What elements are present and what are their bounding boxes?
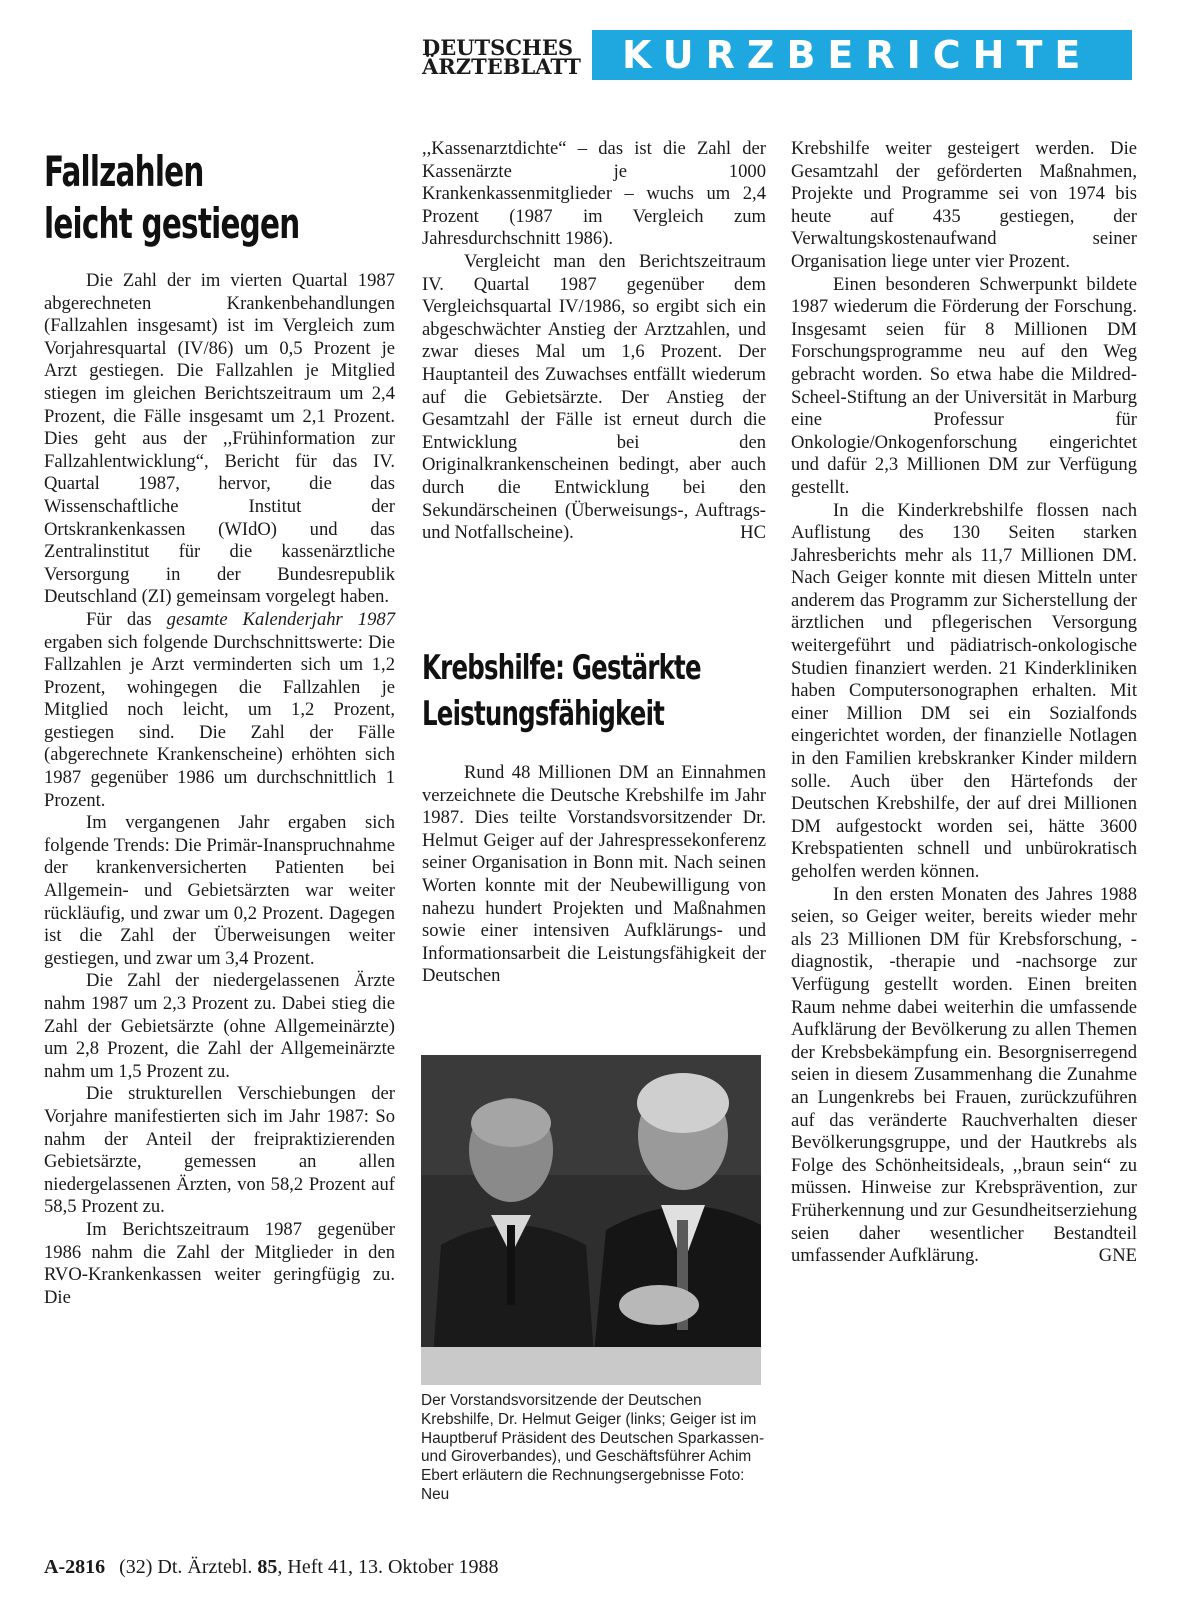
article-1-paragraph: ,,Kassenarztdichte“ – das ist die Zahl der Kassenärzte je 1000 Krankenkassenmitglieder – wuchs um 2,4 Prozent (1987 im Vergleich zum Jahresdurchschnitt 1986). — [422, 138, 766, 250]
headline-line-1: Krebshilfe: Gestärkte — [422, 648, 701, 688]
article-1-paragraph: Im vergangenen Jahr ergaben sich folgende Trends: Die Primär-Inanspruchnahme der krankenversicherten Patienten bei Allgemein- und Gebietsärzten war weiter rückläufig, und zwar um 0,2 Prozent. Dagegen ist die Zahl der Überweisungen weiter gestiegen, und zwar um 3,4 Prozent. — [44, 812, 395, 969]
article-2-paragraph: Einen besonderen Schwerpunkt bildete 1987 wiederum die Förderung der Forschung. Insgesamt seien für 8 Millionen DM Forschungsprogramme neu auf den Weg gebracht worden. So etwa habe die Mildred-Scheel-Stiftung an der Universität in Marburg eine Professur für Onkologie/Onkogenforschung eingerichtet und dafür 2,3 Millionen DM zur Verfügung gestellt. — [791, 273, 1137, 498]
press-photo — [421, 1055, 761, 1385]
text-run: ergaben sich folgende Durchschnittswerte: Die Fallzahlen je Arzt verminderten sich um 1,2 Prozent, wohingegen die Fallzahlen je Mitglied noch leicht, um 1,2 Prozent, gestiegen sind. Die Zahl der Fälle (abgerechnete Krankenscheine) erhöhten sich 1987 gegenüber 1986 um durchschnittlich 1 Prozent. — [44, 631, 395, 811]
article-1-paragraph: Im Berichtszeitraum 1987 gegenüber 1986 nahm die Zahl der Mitglieder in den RVO-Krankenkassen weiter geringfügig zu. Die — [44, 1218, 395, 1308]
photo-illustration — [421, 1055, 761, 1385]
emphasis-text: gesamte Kalenderjahr 1987 — [166, 608, 395, 630]
citation-text: , Heft 41, 13. Oktober 1988 — [277, 1556, 499, 1578]
article-1-paragraph: Die Zahl der im vierten Quartal 1987 abgerechneten Krankenbehandlungen (Fallzahlen insgesamt) ist im Vergleich zum Vorjahresquartal (IV/86) um 0,5 Prozent je Arzt gestiegen. Die Fallzahlen je Mitglied stiegen im gleichen Berichtszeitraum um 2,4 Prozent, die Fälle insgesamt um 2,1 Prozent. Dies geht aus der ,,Frühinformation zur Fallzahlentwicklung“, Bericht für das IV. Quartal 1987, hervor, die das Wissenschaftliche Institut der Ortskrankenkassen (WIdO) und das Zentralinstitut für die kassenärztliche Versorgung in der Bundesrepublik Deutschland (ZI) gemeinsam vorgelegt haben. — [44, 270, 395, 608]
author-signature: HC — [740, 522, 766, 544]
article-2-paragraph: Krebshilfe weiter gesteigert werden. Die Gesamtzahl der geförderten Maßnahmen, Projekte und Programme sei von 1974 bis heute auf 435 gestiegen, der Verwaltungskostenaufwand seiner Organisation liege unter vier Prozent. — [791, 138, 1137, 272]
headline-line-1: Fallzahlen — [44, 147, 204, 196]
column-2-article-2 — [422, 762, 766, 988]
article-1-paragraph — [44, 609, 395, 812]
article-2-headline — [422, 645, 774, 737]
article-2-paragraph: Rund 48 Millionen DM an Einnahmen verzeichnete die Deutsche Krebshilfe im Jahr 1987. Dies teilte Vorstandsvorsitzender Dr. Helmut Geiger auf der Jahrespressekonferenz seiner Organisation in Bonn mit. Nach seinen Worten konnte mit der Neubewilligung von nahezu hundert Projekten und Maßnahmen sowie einer intensiven Aufklärungs- und Informationsarbeit die Leistungsfähigkeit der Deutschen — [422, 762, 766, 987]
author-signature: GNE — [1098, 1245, 1137, 1267]
article-1-paragraph: Die Zahl der niedergelassenen Ärzte nahm 1987 um 2,3 Prozent zu. Dabei stieg die Zahl der Gebietsärzte (ohne Allgemeinärzte) um 2,8 Prozent, die Zahl der Allgemeinärzte nahm um 1,5 Prozent zu. — [44, 970, 395, 1082]
headline-line-2: leicht gestiegen — [44, 199, 300, 248]
logo-line-1: DEUTSCHES — [422, 35, 574, 60]
article-1-paragraph — [422, 251, 766, 545]
journal-logo — [422, 35, 582, 79]
column-2 — [422, 138, 766, 545]
headline-line-2: Leistungsfähigkeit — [422, 694, 665, 734]
volume-number: 85 — [257, 1556, 278, 1578]
article-1-headline — [44, 146, 372, 250]
article-2-paragraph: In die Kinderkrebshilfe flossen nach Auflistung des 130 Seiten starken Jahresberichts mehr als 11,7 Millionen DM. Nach Geiger konnte mit diesen Mitteln unter anderem das Programm zur Sicherstellung der ärztlichen und pflegerischen Versorgung weitergeführt und pädiatrisch-onkologische Studien finanziert werden. 21 Kinderkliniken haben Computersonographen erhalten. Mit einer Million DM sei ein Sozialfonds eingerichtet worden, der finanzielle Notlagen in den Familien krebskranker Kinder mildern solle. Auch über den Härtefonds der Deutschen Krebshilfe, der auf drei Millionen DM aufgestockt worden sei, hätte 3600 Krebspatienten schnell und unbürokratisch geholfen werden können. — [791, 499, 1137, 882]
page-number: A-2816 — [44, 1556, 106, 1578]
paragraph-text: Vergleicht man den Berichtszeitraum IV. Quartal 1987 gegenüber dem Vergleichsquartal IV/1986, so ergibt sich ein abgeschwächter Anstieg der Arztzahlen, und zwar dieses Mal um 1,6 Prozent. Der Hauptanteil des Zuwachses entfällt wiederum auf die Gebietsärzte. Der Anstieg der Gesamtzahl der Fälle ist erneut durch die Entwicklung bei den Originalkrankenscheinen bedingt, aber auch durch die Entwicklung bei den Sekundärscheinen (Überweisungs-, Auftrags- und Notfallscheine). — [422, 250, 766, 544]
paragraph-text: In den ersten Monaten des Jahres 1988 seien, so Geiger weiter, bereits wieder mehr als 23 Millionen DM für Krebsforschung, -diagnostik, -therapie und -nachsorge zur Verfügung gestellt worden. Einen breiten Raum nehme dabei weiterhin die umfassende Aufklärung der Bevölkerung zu allen Themen der Krebsbekämpfung ein. Besorgniserregend seien in diesem Zusammenhang die Zunahme an Lungenkrebs bei Frauen, zurückzuführen auf das veränderte Rauchverhalten dieser Bevölkerungsgruppe, und der Hautkrebs als Folge des Schönheitsideals, ,,braun sein“ zu müssen. Hinweise zur Krebsprävention, zur Früherkennung und zur Gesundheitserziehung seien daher wesentlicher Bestandteil umfassender Aufklärung. — [791, 883, 1137, 1267]
photo-caption: Der Vorstandsvorsitzende der Deutschen Krebshilfe, Dr. Helmut Geiger (links; Geiger ist im Hauptberuf Präsident des Deutschen Sparkassen- und Giroverbandes), und Geschäftsführer Achim Ebert erläutern die Rechnungsergebnisse Foto: Neu — [421, 1392, 765, 1503]
citation-text: (32) Dt. Ärztebl. — [119, 1556, 258, 1578]
logo-line-2: ÄRZTEBLATT — [422, 54, 581, 79]
article-2-paragraph — [791, 884, 1137, 1268]
text-run: Für das — [86, 608, 167, 630]
article-1-paragraph: Die strukturellen Verschiebungen der Vorjahre manifestierten sich im Jahr 1987: So nahm der Anteil der freipraktizierenden Gebietsärzte, gemessen an allen niedergelassenen Ärzten, von 58,2 Prozent auf 58,5 Prozent zu. — [44, 1083, 395, 1218]
page-footer — [44, 1556, 498, 1579]
column-3 — [791, 138, 1137, 1268]
column-1 — [44, 270, 395, 1309]
section-banner: KURZBERICHTE — [592, 30, 1132, 80]
